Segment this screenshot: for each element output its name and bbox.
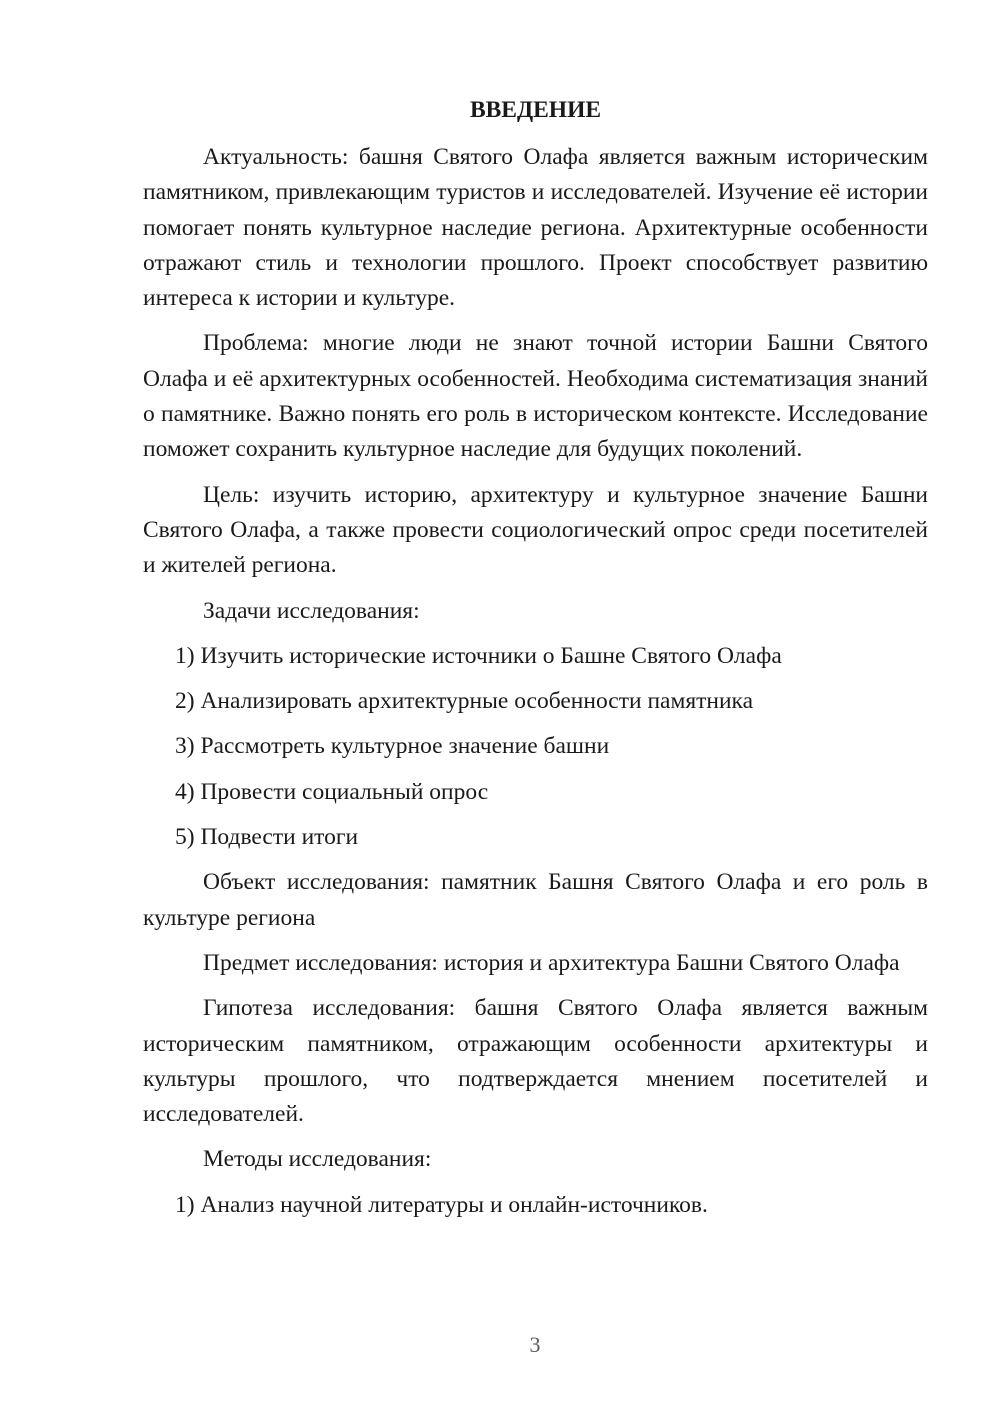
list-item: 4) Провести социальный опрос (175, 778, 489, 805)
tasks-list (143, 639, 928, 855)
hypothesis-paragraph: Гипотеза исследования: башня Святого Олафа является важным историческим памятником, отражающим особенности архитектуры и культуры прошлого, что подтверждается мнением посетителей и исследователей. (143, 995, 928, 1128)
list-item: 1) Изучить исторические источники о Башне Святого Олафа (175, 642, 782, 669)
object-paragraph: Объект исследования: памятник Башня Святого Олафа и его роль в культуре региона (143, 869, 928, 931)
list-item: 5) Подвести итоги (175, 824, 359, 851)
goal-paragraph: Цель: изучить историю, архитектуру и культурное значение Башни Святого Олафа, а также провести социологический опрос среди посетителей и жителей региона. (143, 481, 928, 579)
relevance-paragraph: Актуальность: башня Святого Олафа является важным историческим памятником, привлекающим туристов и исследователей. Изучение её истории помогает понять культурное наследие региона. Архитектурные особенности отражают стиль и технологии прошлого. Проект способствует развитию интереса к истории и культуре. (143, 144, 928, 312)
list-item: 1) Анализ научной литературы и онлайн-источников. (175, 1191, 708, 1218)
list-item: 3) Рассмотреть культурное значение башни (175, 733, 610, 760)
tasks-label: Задачи исследования: (203, 597, 420, 624)
methods-list (143, 1188, 928, 1223)
problem-paragraph: Проблема: многие люди не знают точной истории Башни Святого Олафа и её архитектурных особенностей. Необходима систематизация знаний о памятнике. Важно понять его роль в историческом контексте. Исследование поможет сохранить культурное наследие для будущих поколений. (143, 330, 928, 463)
page-number: 3 (529, 1332, 541, 1357)
list-item: 2) Анализировать архитектурные особенности памятника (175, 688, 754, 715)
document-page (143, 90, 928, 1233)
subject-paragraph: Предмет исследования: история и архитектура Башни Святого Олафа (203, 949, 900, 976)
methods-label: Методы исследования: (203, 1146, 432, 1173)
page-title: ВВЕДЕНИЕ (469, 97, 602, 123)
